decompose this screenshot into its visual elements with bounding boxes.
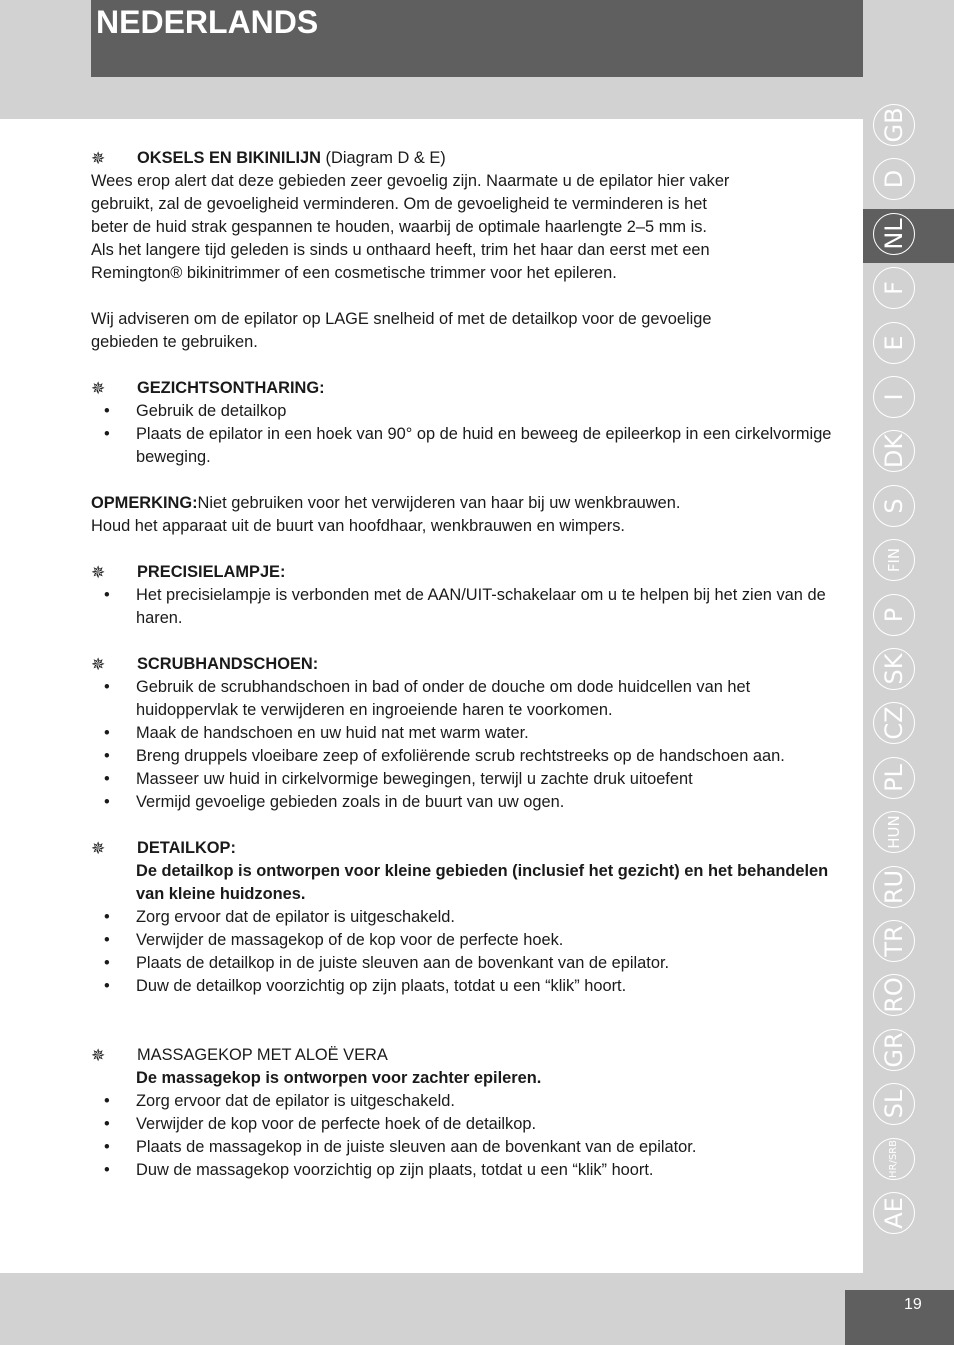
language-tab-f[interactable] xyxy=(863,263,954,317)
heading-suffix: (Diagram D & E) xyxy=(320,149,446,167)
list-item: • Gebruik de scrubhandschoen in bad of onder de douche om dode huidcellen van het huidoppervlak te verwijderen en ingroeiende haren te voorkomen. xyxy=(91,676,843,722)
language-tab-p[interactable] xyxy=(863,590,954,644)
list-item: • Verwijder de massagekop of de kop voor de perfecte hoek. xyxy=(91,929,843,952)
page-title: NEDERLANDS xyxy=(96,4,319,40)
bullet-list xyxy=(91,676,843,814)
tab-label: PL xyxy=(880,763,908,792)
text-line: gebruikt, zal de gevoeligheid verminderen. Om de gevoeligheid te verminderen is het xyxy=(91,195,707,213)
star-icon: ✵ xyxy=(91,839,106,858)
section-heading xyxy=(91,147,843,170)
tab-label: RU xyxy=(880,869,908,904)
tab-label: RO xyxy=(880,977,908,1014)
language-tab-ro[interactable] xyxy=(863,970,954,1024)
tab-label: NL xyxy=(880,218,908,250)
star-icon: ✵ xyxy=(91,379,106,398)
language-tab-cz[interactable] xyxy=(863,698,954,752)
tab-label: GR xyxy=(880,1032,908,1068)
list-item: • Gebruik de detailkop xyxy=(91,400,843,423)
heading-text: GEZICHTSONTHARING: xyxy=(137,379,325,397)
heading-text: DETAILKOP: xyxy=(137,839,236,857)
section-heading xyxy=(91,377,843,400)
language-tab-pl[interactable] xyxy=(863,753,954,807)
language-tab-strip xyxy=(863,100,954,1240)
footer-band xyxy=(337,1273,845,1345)
star-icon: ✵ xyxy=(91,563,106,582)
section-heading xyxy=(91,653,843,676)
section-gezicht xyxy=(91,377,843,469)
list-item: • Duw de massagekop voorzichtig op zijn plaats, totdat u een “klik” hoort. xyxy=(91,1159,843,1182)
section-heading xyxy=(91,1044,843,1067)
tab-label: DK xyxy=(880,434,908,469)
bullet-list xyxy=(91,584,843,630)
text-line: Remington® bikinitrimmer of een cosmetische trimmer voor het epileren. xyxy=(91,264,617,282)
tab-label: F xyxy=(880,281,908,296)
page-number: 19 xyxy=(904,1296,922,1313)
language-tab-sk[interactable] xyxy=(863,644,954,698)
section-detailkop xyxy=(91,837,843,998)
list-item: • Plaats de detailkop in de juiste sleuven aan de bovenkant van de epilator. xyxy=(91,952,843,975)
section-heading xyxy=(91,837,843,860)
language-tab-sl[interactable] xyxy=(863,1079,954,1133)
list-item: • Plaats de epilator in een hoek van 90° op de huid en beweeg de epileerkop in een cirkelvormige beweging. xyxy=(91,423,843,469)
language-tab-hun[interactable] xyxy=(863,807,954,861)
language-tab-hrsrb[interactable] xyxy=(863,1134,954,1188)
section-subtitle: De detailkop is ontworpen voor kleine gebieden (inclusief het gezicht) en het behandelen van kleine huidzones. xyxy=(136,862,829,903)
star-icon: ✵ xyxy=(91,149,106,168)
note-paragraph xyxy=(91,492,843,538)
page-number-box xyxy=(845,1290,954,1345)
language-tab-e[interactable] xyxy=(863,318,954,372)
section-oksels xyxy=(91,147,843,354)
list-item: • Plaats de massagekop in de juiste sleuven aan de bovenkant van de epilator. xyxy=(91,1136,843,1159)
paragraph xyxy=(91,170,843,285)
list-item: • Masseer uw huid in cirkelvormige bewegingen, terwijl u zachte druk uitoefent xyxy=(91,768,843,791)
list-item: • Zorg ervoor dat de epilator is uitgeschakeld. xyxy=(91,1090,843,1113)
tab-label: CZ xyxy=(880,706,908,740)
tab-label: AE xyxy=(880,1197,908,1229)
text-line: Wees erop alert dat deze gebieden zeer gevoelig zijn. Naarmate u de epilator hier vaker xyxy=(91,172,730,190)
list-item: • Duw de detailkop voorzichtig op zijn plaats, totdat u een “klik” hoort. xyxy=(91,975,843,998)
tab-label: SL xyxy=(880,1089,908,1119)
list-item: • Zorg ervoor dat de epilator is uitgeschakeld. xyxy=(91,906,843,929)
language-tab-nl[interactable] xyxy=(863,209,954,263)
language-tab-d[interactable] xyxy=(863,154,954,208)
section-scrub xyxy=(91,653,843,814)
section-subtitle: De massagekop is ontworpen voor zachter epileren. xyxy=(136,1069,542,1087)
tab-label: HR/SRB xyxy=(888,1139,899,1178)
tab-label: SK xyxy=(880,653,908,685)
tab-label: GB xyxy=(880,107,908,143)
note-text: Houd het apparaat uit de buurt van hoofdhaar, wenkbrauwen en wimpers. xyxy=(91,517,625,535)
section-massagekop xyxy=(91,1044,843,1182)
heading-text: SCRUBHANDSCHOEN: xyxy=(137,655,319,673)
heading-text: MASSAGEKOP MET ALOË VERA xyxy=(137,1046,388,1064)
section-precisie xyxy=(91,561,843,630)
heading-text: PRECISIELAMPJE: xyxy=(137,563,286,581)
language-tab-fin[interactable] xyxy=(863,535,954,589)
header-bar xyxy=(91,0,863,77)
section-opmerking xyxy=(91,492,843,538)
note-text: Niet gebruiken voor het verwijderen van haar bij uw wenkbrauwen. xyxy=(197,494,681,512)
star-icon: ✵ xyxy=(91,1046,106,1065)
list-item: • Het precisielampje is verbonden met de AAN/UIT-schakelaar om u te helpen bij het zien van de haren. xyxy=(91,584,843,630)
text-line: beter de huid strak gespannen te houden, waarbij de optimale haarlengte 2–5 mm is. xyxy=(91,218,707,236)
language-tab-ae[interactable] xyxy=(863,1188,954,1242)
tab-label: S xyxy=(880,498,908,514)
language-tab-gb[interactable] xyxy=(863,100,954,154)
heading-text: OKSELS EN BIKINILIJN xyxy=(137,149,321,167)
text-line: Wij adviseren om de epilator op LAGE snelheid of met de detailkop voor de gevoelige xyxy=(91,310,712,328)
list-item: • Verwijder de kop voor de perfecte hoek of de detailkop. xyxy=(91,1113,843,1136)
list-item: • Breng druppels vloeibare zeep of exfoliërende scrub rechtstreeks op de handschoen aan. xyxy=(91,745,843,768)
text-line: gebieden te gebruiken. xyxy=(91,333,258,351)
tab-label: TR xyxy=(880,925,908,957)
language-tab-gr[interactable] xyxy=(863,1025,954,1079)
star-icon: ✵ xyxy=(91,655,106,674)
document-body xyxy=(91,147,843,1205)
tab-label: E xyxy=(880,335,908,351)
tab-label: I xyxy=(880,393,908,401)
section-heading xyxy=(91,561,843,584)
bullet-list xyxy=(91,1090,843,1182)
paragraph xyxy=(91,308,843,354)
language-tab-dk[interactable] xyxy=(863,426,954,480)
language-tab-s[interactable] xyxy=(863,481,954,535)
tab-label: HUN xyxy=(885,815,903,849)
list-item: • Maak de handschoen en uw huid nat met warm water. xyxy=(91,722,843,745)
list-item: • Vermijd gevoelige gebieden zoals in de buurt van uw ogen. xyxy=(91,791,843,814)
language-tab-i[interactable] xyxy=(863,372,954,426)
language-tab-ru[interactable] xyxy=(863,862,954,916)
tab-label: P xyxy=(880,607,908,622)
bullet-list xyxy=(91,400,843,469)
bullet-list xyxy=(91,906,843,998)
text-line: Als het langere tijd geleden is sinds u onthaard heeft, trim het haar dan eerst met een xyxy=(91,241,710,259)
note-label: OPMERKING: xyxy=(91,494,198,512)
tab-label: FIN xyxy=(885,548,903,573)
language-tab-tr[interactable] xyxy=(863,916,954,970)
tab-label: D xyxy=(880,170,908,189)
